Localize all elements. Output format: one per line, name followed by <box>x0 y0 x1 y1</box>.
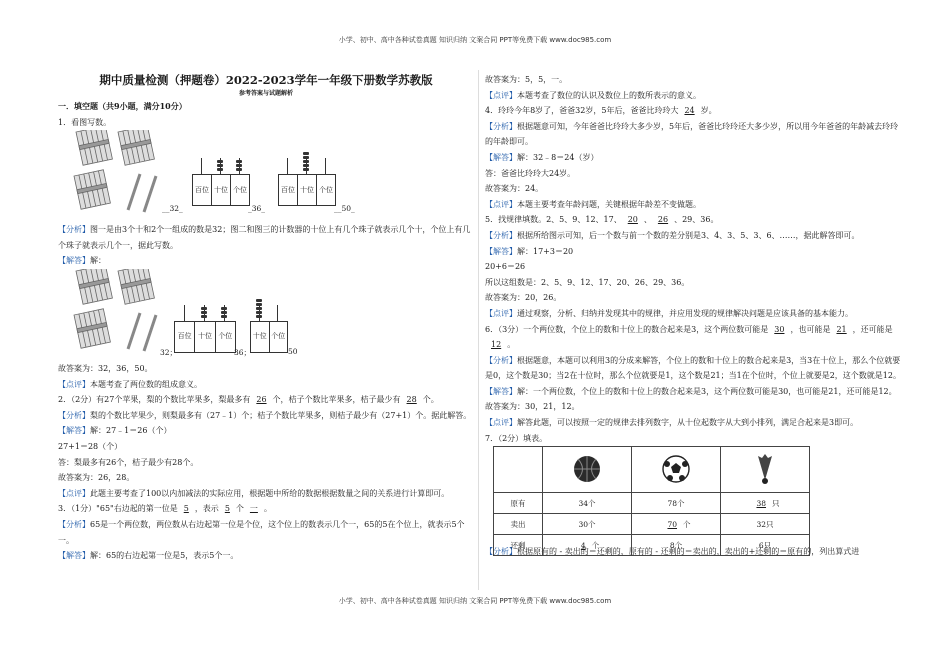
q1-abacus-2: 百位 十位 个位 <box>278 158 334 204</box>
page-header: 小学、初中、高中各种试卷真题 知识归纳 文案合同 PPT等免费下载 www.doc985.com <box>338 36 612 44</box>
q1-stem: 1．看图写数。 <box>58 117 112 127</box>
q7-row-remaining: 还剩 4 个 8个 6只 <box>494 535 810 556</box>
q2-final: 故答案为：26，28。 <box>58 473 135 483</box>
q1-solution: 【解答】解： <box>58 256 106 266</box>
q2-solution: 【解答】解：27﹣1＝26（个） <box>58 426 172 436</box>
q3-solution: 【解答】解：65的右边起第一位是5，表示5个一。 <box>58 551 239 561</box>
right-column <box>485 72 905 560</box>
q1-blank-3: __50_ <box>334 204 355 214</box>
soccer-ball-icon <box>632 447 721 493</box>
q1-answer-mark-3: 50 <box>288 346 298 356</box>
q4-solution-2: 答：爸爸比玲玲大24岁。 <box>485 168 576 178</box>
q4-final: 故答案为：24。 <box>485 184 544 194</box>
q6-analysis: 【分析】根据题意，本题可以利用3的分成来解答，个位上的数和十位上的数合起来是3，当3在十位上，那么个位就要是0，这个数是30；当2在十位时，那么个位就要是1，这个数是21；当1在个位时，个位上就要是2，这个数就是12。 <box>485 355 901 381</box>
q4-analysis: 【分析】根据题意可知，今年爸爸比玲玲大多少岁，5年后，爸爸比玲玲还大多少岁，所以用今年爸爸的年龄减去玲玲的年龄即可。 <box>485 121 899 147</box>
q4-comment: 【点评】本题主要考查年龄问题，关键根据年龄差不变做题。 <box>485 199 701 209</box>
q6-comment: 【点评】解答此题，可以按照一定的规律去排列数字，从十位起数字从大到小排列，满足合起来是3即可。 <box>485 418 859 428</box>
doc-subtitle: 参考答案与试题解析 <box>238 90 293 97</box>
q1-blank-2: _36_ <box>248 204 266 214</box>
q7-table <box>493 446 810 556</box>
left-column <box>58 72 474 564</box>
q7-analysis: 【分析】根据原有的 - 卖出的＝还剩的，原有的 - 还剩的＝卖出的，卖出的+还剩的＝原有的，列出算式进 <box>485 547 860 557</box>
q7-row-original: 原有 34个 78个 38 只 <box>494 493 810 514</box>
q5-solution-2: 20+6＝26 <box>485 262 526 272</box>
q1-final: 故答案为：32，36，50。 <box>58 363 153 373</box>
bundle-sticks-icon <box>66 269 176 357</box>
q1-blank-1: __32_ <box>162 204 183 214</box>
q1-answer-abacus-2: 十位 个位 <box>250 305 286 351</box>
q3-final: 故答案为：5，5，一。 <box>485 75 568 84</box>
q4-stem: 4．玲玲今年8岁了，爸爸32岁，5年后，爸爸比玲玲大 24 岁。 <box>485 106 717 116</box>
q2-stem: 2．（2分）有27个苹果，梨的个数比苹果多，梨最多有 26 个，桔子个数比苹果多，桔子最少有 28 个。 <box>58 395 439 405</box>
q1-answer-mark-1: 32； <box>160 347 178 357</box>
q3-analysis: 【分析】65是一个两位数，两位数从右边起第一位是个位，这个位上的数表示几个一，65的5在个位上，就表示5个一。 <box>58 519 465 545</box>
q5-analysis: 【分析】根据所给图示可知，后一个数与前一个数的差分别是3、4、3、5、3、6、……，据此解答即可。 <box>485 230 860 240</box>
q4-solution: 【解答】解：32﹣8＝24（岁） <box>485 152 599 162</box>
bundle-sticks-icon <box>66 130 176 218</box>
q1-abacus-1: 百位 十位 个位 <box>192 158 248 204</box>
q1-figure <box>58 130 474 222</box>
q1-answer-figure <box>58 269 474 361</box>
q2-comment: 【点评】此题主要考查了100以内加减法的实际应用，根据题中所给的数据根据数量之间的关系进行计算即可。 <box>58 488 450 498</box>
shuttlecock-icon <box>721 447 810 493</box>
q1-comment: 【点评】本题考查了两位数的组成意义。 <box>58 379 202 389</box>
section-heading: 一．填空题（共9小题，满分10分） <box>58 101 187 111</box>
q7-table-wrap <box>485 446 905 550</box>
q6-solution: 【解答】解：一个两位数，个位上的数和十位上的数合起来是3，这个两位数可能是30，也可能是21，还可能是12。 <box>485 386 897 396</box>
q1-answer-abacus-1: 百位 十位 个位 <box>174 305 234 351</box>
column-divider <box>478 70 479 590</box>
basketball-icon <box>543 447 632 493</box>
q5-solution: 【解答】解：17+3＝20 <box>485 246 574 256</box>
q6-final: 故答案为：30，21，12。 <box>485 402 580 412</box>
q1-answer-mark-2: 36； <box>234 347 252 357</box>
q6-stem: 6．（3分）一个两位数，个位上的数和十位上的数合起来是3，这个两位数可能是 30 ，也可能是 21 ，还可能是12 。 <box>485 324 893 350</box>
doc-title: 期中质量检测（押题卷）2022-2023学年一年级下册数学苏教版 <box>99 73 433 87</box>
q5-final: 故答案为：20，26。 <box>485 293 562 303</box>
page-footer: 小学、初中、高中各种试卷真题 知识归纳 文案合同 PPT等免费下载 www.doc985.com <box>338 597 612 605</box>
q2-analysis: 【分析】梨的个数比苹果少，则梨最多有（27﹣1）个；桔子个数比苹果多，则桔子最少有（27+1）个。据此解答。 <box>58 410 472 420</box>
q5-comment: 【点评】通过观察，分析、归纳并发现其中的规律，并应用发现的规律解决问题是应该具备的基本能力。 <box>485 308 853 318</box>
q2-solution-2: 27+1＝28（个） <box>58 441 123 451</box>
q5-solution-3: 所以这组数是：2、5、9、12、17、20、26、29、36。 <box>485 277 690 287</box>
q5-stem: 5．找规律填数。2、5、9、12、17、 20 、 26 、29、36。 <box>485 215 719 225</box>
q3-stem: 3．（1分）"65"右边起的第一位是 5 ，表示 5 个 一 。 <box>58 504 272 514</box>
q7-stem: 7．（2分）填表。 <box>485 433 548 443</box>
q1-analysis: 【分析】图一是由3个十和2个一组成的数是32；图二和图三的计数器的十位上有几个珠子就表示几个十，个位上有几个珠子就表示几个一，据此写数。 <box>58 225 471 250</box>
q2-solution-3: 答：梨最多有26个，桔子最少有28个。 <box>58 457 199 467</box>
q3-comment: 【点评】本题考查了数位的认识及数位上的数所表示的意义。 <box>485 90 701 100</box>
q7-row-sold: 卖出 30个 70 个 32只 <box>494 514 810 535</box>
